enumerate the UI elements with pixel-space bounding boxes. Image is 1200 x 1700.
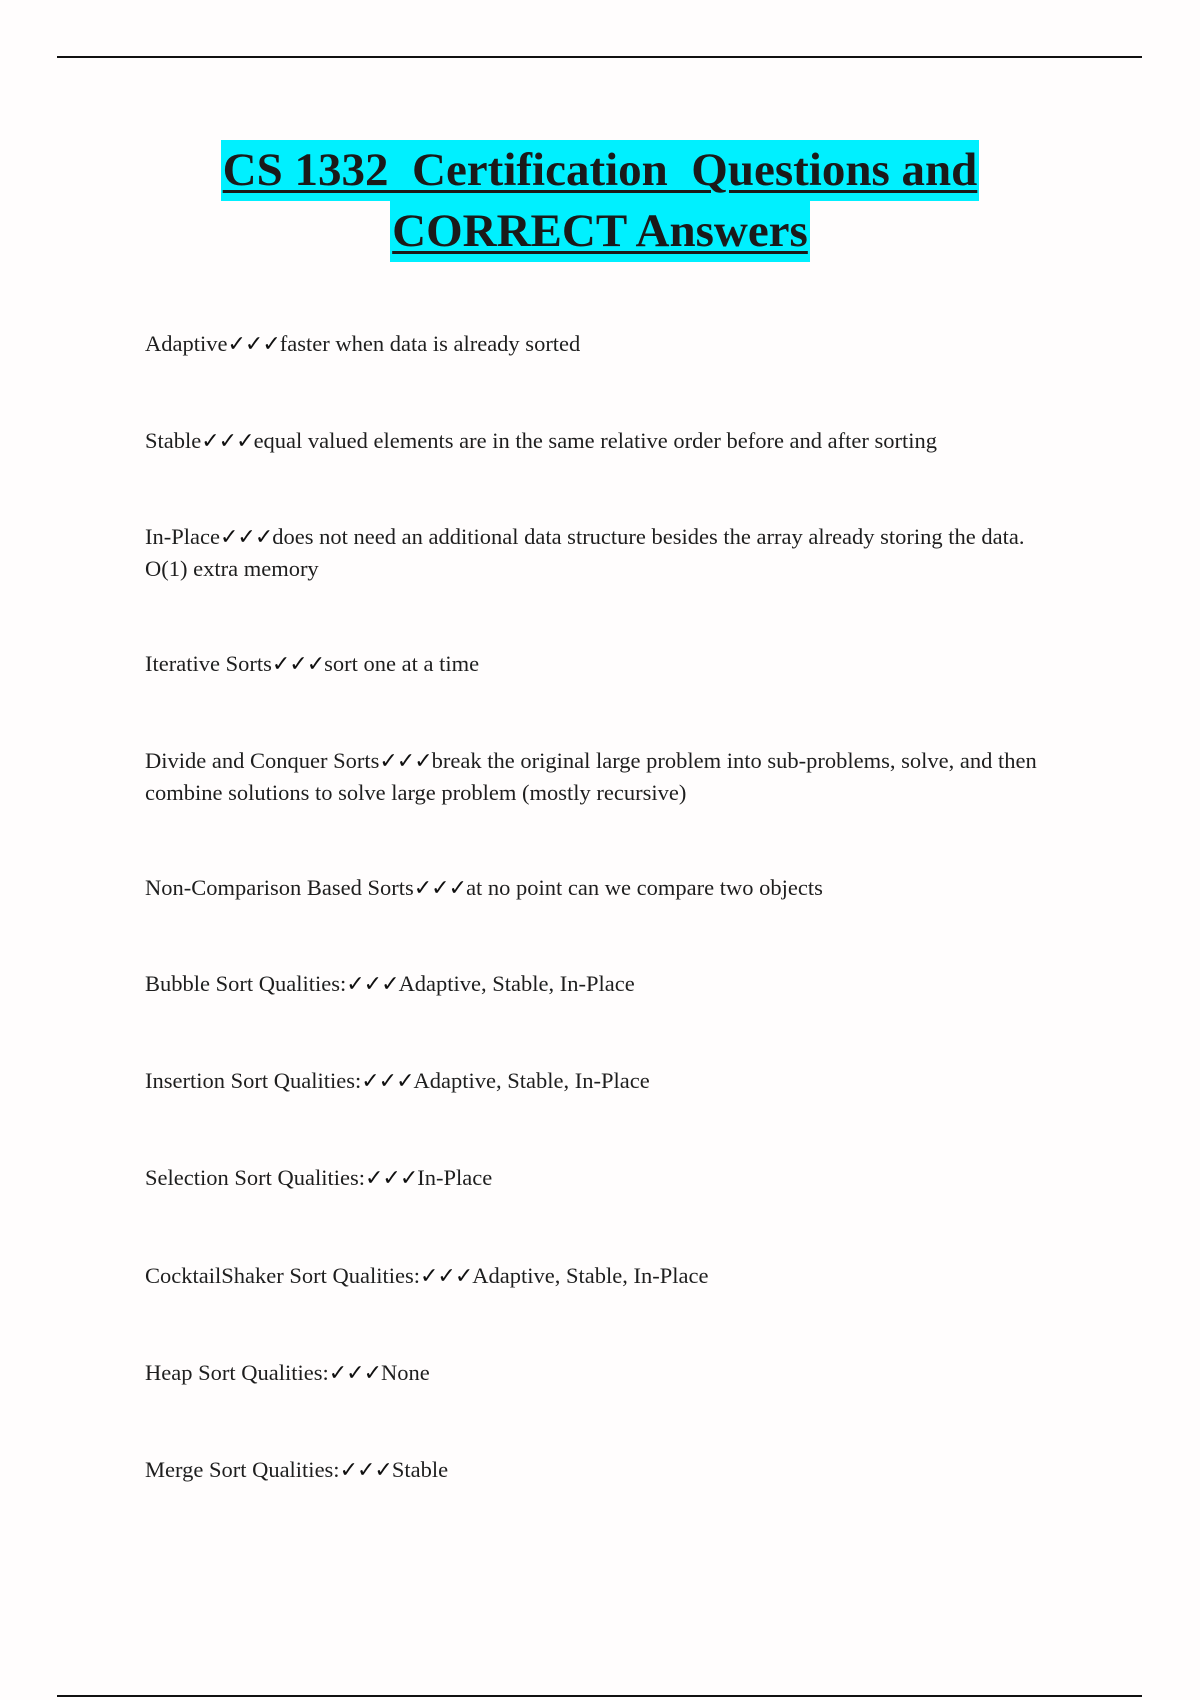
entry-answer: equal valued elements are in the same relative order before and after sorting	[253, 428, 937, 453]
checkmarks-icon: ✓✓✓	[346, 972, 399, 997]
qa-entry-in-place	[145, 521, 1065, 584]
entry-term: Non-Comparison Based Sorts	[145, 875, 414, 900]
entry-answer: Stable	[391, 1457, 449, 1482]
qa-entry-heap-sort	[145, 1357, 1065, 1389]
footer-rule	[57, 1695, 1142, 1697]
entry-answer: sort one at a time	[324, 651, 480, 676]
checkmarks-icon: ✓✓✓	[364, 1166, 418, 1191]
checkmarks-icon: ✓✓✓	[339, 1458, 392, 1483]
checkmarks-icon: ✓✓✓	[328, 1361, 382, 1386]
entry-term: Iterative Sorts	[145, 651, 272, 676]
qa-entry-selection-sort	[145, 1162, 1065, 1194]
entry-term: CocktailShaker Sort Qualities:	[145, 1263, 420, 1288]
entry-term: Adaptive	[145, 331, 228, 356]
qa-entry-adaptive	[145, 328, 1065, 360]
checkmarks-icon: ✓✓✓	[361, 1069, 414, 1094]
entry-answer: In-Place	[417, 1165, 493, 1190]
checkmarks-icon: ✓✓✓	[227, 332, 280, 357]
qa-entry-insertion-sort	[145, 1065, 1065, 1097]
entry-answer: faster when data is already sorted	[279, 331, 581, 356]
checkmarks-icon: ✓✓✓	[271, 652, 325, 677]
checkmarks-icon: ✓✓✓	[219, 525, 273, 550]
entry-term: Insertion Sort Qualities:	[145, 1068, 362, 1093]
entry-answer: does not need an additional data structure besides the array already storing the data. O(1) extra memory	[145, 524, 1025, 581]
qa-entry-merge-sort	[145, 1454, 1065, 1486]
document-title	[0, 140, 1200, 262]
qa-entry-bubble-sort	[145, 968, 1065, 1000]
entry-term: Merge Sort Qualities:	[145, 1457, 340, 1482]
checkmarks-icon: ✓✓✓	[201, 429, 254, 454]
qa-entry-iterative-sorts	[145, 648, 1065, 680]
entry-answer: break the original large problem into sub-problems, solve, and then combine solutions to solve large problem (mostly recursive)	[145, 748, 1037, 805]
entry-term: In-Place	[145, 524, 220, 549]
checkmarks-icon: ✓✓✓	[379, 749, 432, 774]
entry-term: Divide and Conquer Sorts	[145, 748, 380, 773]
entry-term: Bubble Sort Qualities:	[145, 971, 347, 996]
checkmarks-icon: ✓✓✓	[413, 876, 467, 901]
qa-entry-divide-and-conquer	[145, 745, 1065, 808]
entry-answer: Adaptive, Stable, In-Place	[413, 1068, 650, 1093]
title-line-1: CS 1332 Certification Questions and	[221, 140, 980, 201]
entry-answer: at no point can we compare two objects	[466, 875, 823, 900]
entry-answer: Adaptive, Stable, In-Place	[472, 1263, 709, 1288]
entry-answer: Adaptive, Stable, In-Place	[398, 971, 635, 996]
header-rule	[57, 56, 1142, 58]
qa-entry-stable	[145, 425, 1065, 457]
qa-entry-non-comparison	[145, 872, 1065, 904]
entry-term: Selection Sort Qualities:	[145, 1165, 365, 1190]
title-line-2: CORRECT Answers	[390, 201, 810, 262]
entry-term: Heap Sort Qualities:	[145, 1360, 329, 1385]
entry-term: Stable	[145, 428, 202, 453]
checkmarks-icon: ✓✓✓	[419, 1264, 473, 1289]
qa-entry-cocktailshaker-sort	[145, 1260, 1065, 1292]
entry-answer: None	[381, 1360, 430, 1385]
